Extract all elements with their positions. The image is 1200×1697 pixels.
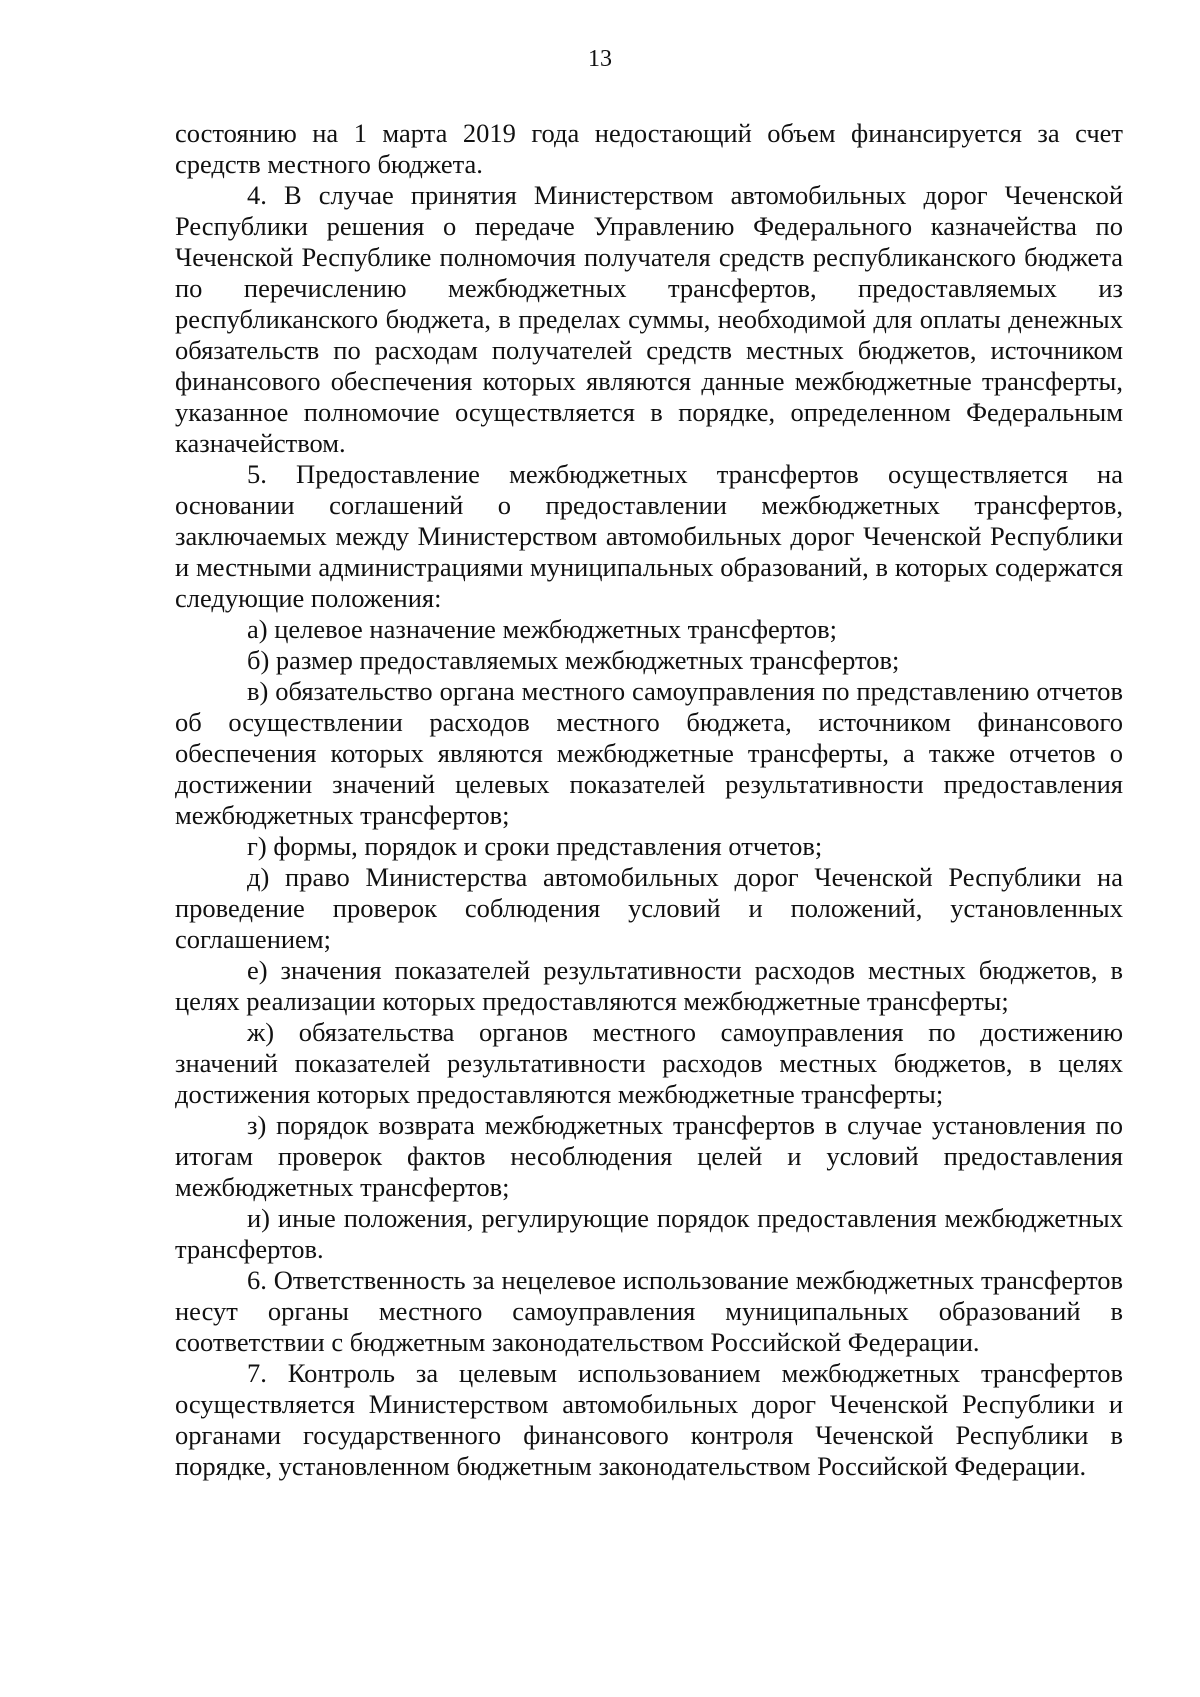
subitem-a: а) целевое назначение межбюджетных трансфертов; <box>247 614 838 644</box>
page-number: 13 <box>588 46 612 72</box>
paragraph-item-5: 5. Предоставление межбюджетных трансфертов осуществляется на основании соглашений о предоставлении межбюджетных трансфертов, заключаемых между Министерством автомобильных дорог Чеченской Республики и местными администрациями муниципальных образований, в которых содержатся следующие положения: <box>175 459 1123 613</box>
paragraph-continuation: состоянию на 1 марта 2019 года недостающий объем финансируется за счет средств местного бюджета. <box>175 118 1123 179</box>
subitem-v: в) обязательство органа местного самоуправления по представлению отчетов об осуществлении расходов местного бюджета, источником финансового обеспечения которых являются межбюджетные трансферты, а также отчетов о достижении значений целевых показателей результативности предоставления межбюджетных трансфертов; <box>175 676 1123 830</box>
document-body <box>175 118 1123 1482</box>
subitem-i: и) иные положения, регулирующие порядок предоставления межбюджетных трансфертов. <box>175 1203 1123 1264</box>
subitem-zh: ж) обязательства органов местного самоуправления по достижению значений показателей результативности расходов местных бюджетов, в целях достижения которых предоставляются межбюджетные трансферты; <box>175 1017 1123 1109</box>
subitem-d: д) право Министерства автомобильных дорог Чеченской Республики на проведение проверок соблюдения условий и положений, установленных соглашением; <box>175 862 1123 954</box>
subitem-z: з) порядок возврата межбюджетных трансфертов в случае установления по итогам проверок фактов несоблюдения целей и условий предоставления межбюджетных трансфертов; <box>175 1110 1123 1202</box>
subitem-b: б) размер предоставляемых межбюджетных трансфертов; <box>247 645 900 675</box>
subitem-g: г) формы, порядок и сроки представления отчетов; <box>247 831 823 861</box>
subitem-e: е) значения показателей результативности расходов местных бюджетов, в целях реализации которых предоставляются межбюджетные трансферты; <box>175 955 1123 1016</box>
paragraph-item-6: 6. Ответственность за нецелевое использование межбюджетных трансфертов несут органы местного самоуправления муниципальных образований в соответствии с бюджетным законодательством Российской Федерации. <box>175 1265 1123 1357</box>
paragraph-item-4: 4. В случае принятия Министерством автомобильных дорог Чеченской Республики решения о передаче Управлению Федерального казначейства по Чеченской Республике полномочия получателя средств республиканского бюджета по перечислению межбюджетных трансфертов, предоставляемых из республиканского бюджета, в пределах суммы, необходимой для оплаты денежных обязательств по расходам получателей средств местных бюджетов, источником финансового обеспечения которых являются данные межбюджетные трансферты, указанное полномочие осуществляется в порядке, определенном Федеральным казначейством. <box>175 180 1123 458</box>
paragraph-item-7: 7. Контроль за целевым использованием межбюджетных трансфертов осуществляется Министерством автомобильных дорог Чеченской Республики и органами государственного финансового контроля Чеченской Республики в порядке, установленном бюджетным законодательством Российской Федерации. <box>175 1358 1123 1481</box>
